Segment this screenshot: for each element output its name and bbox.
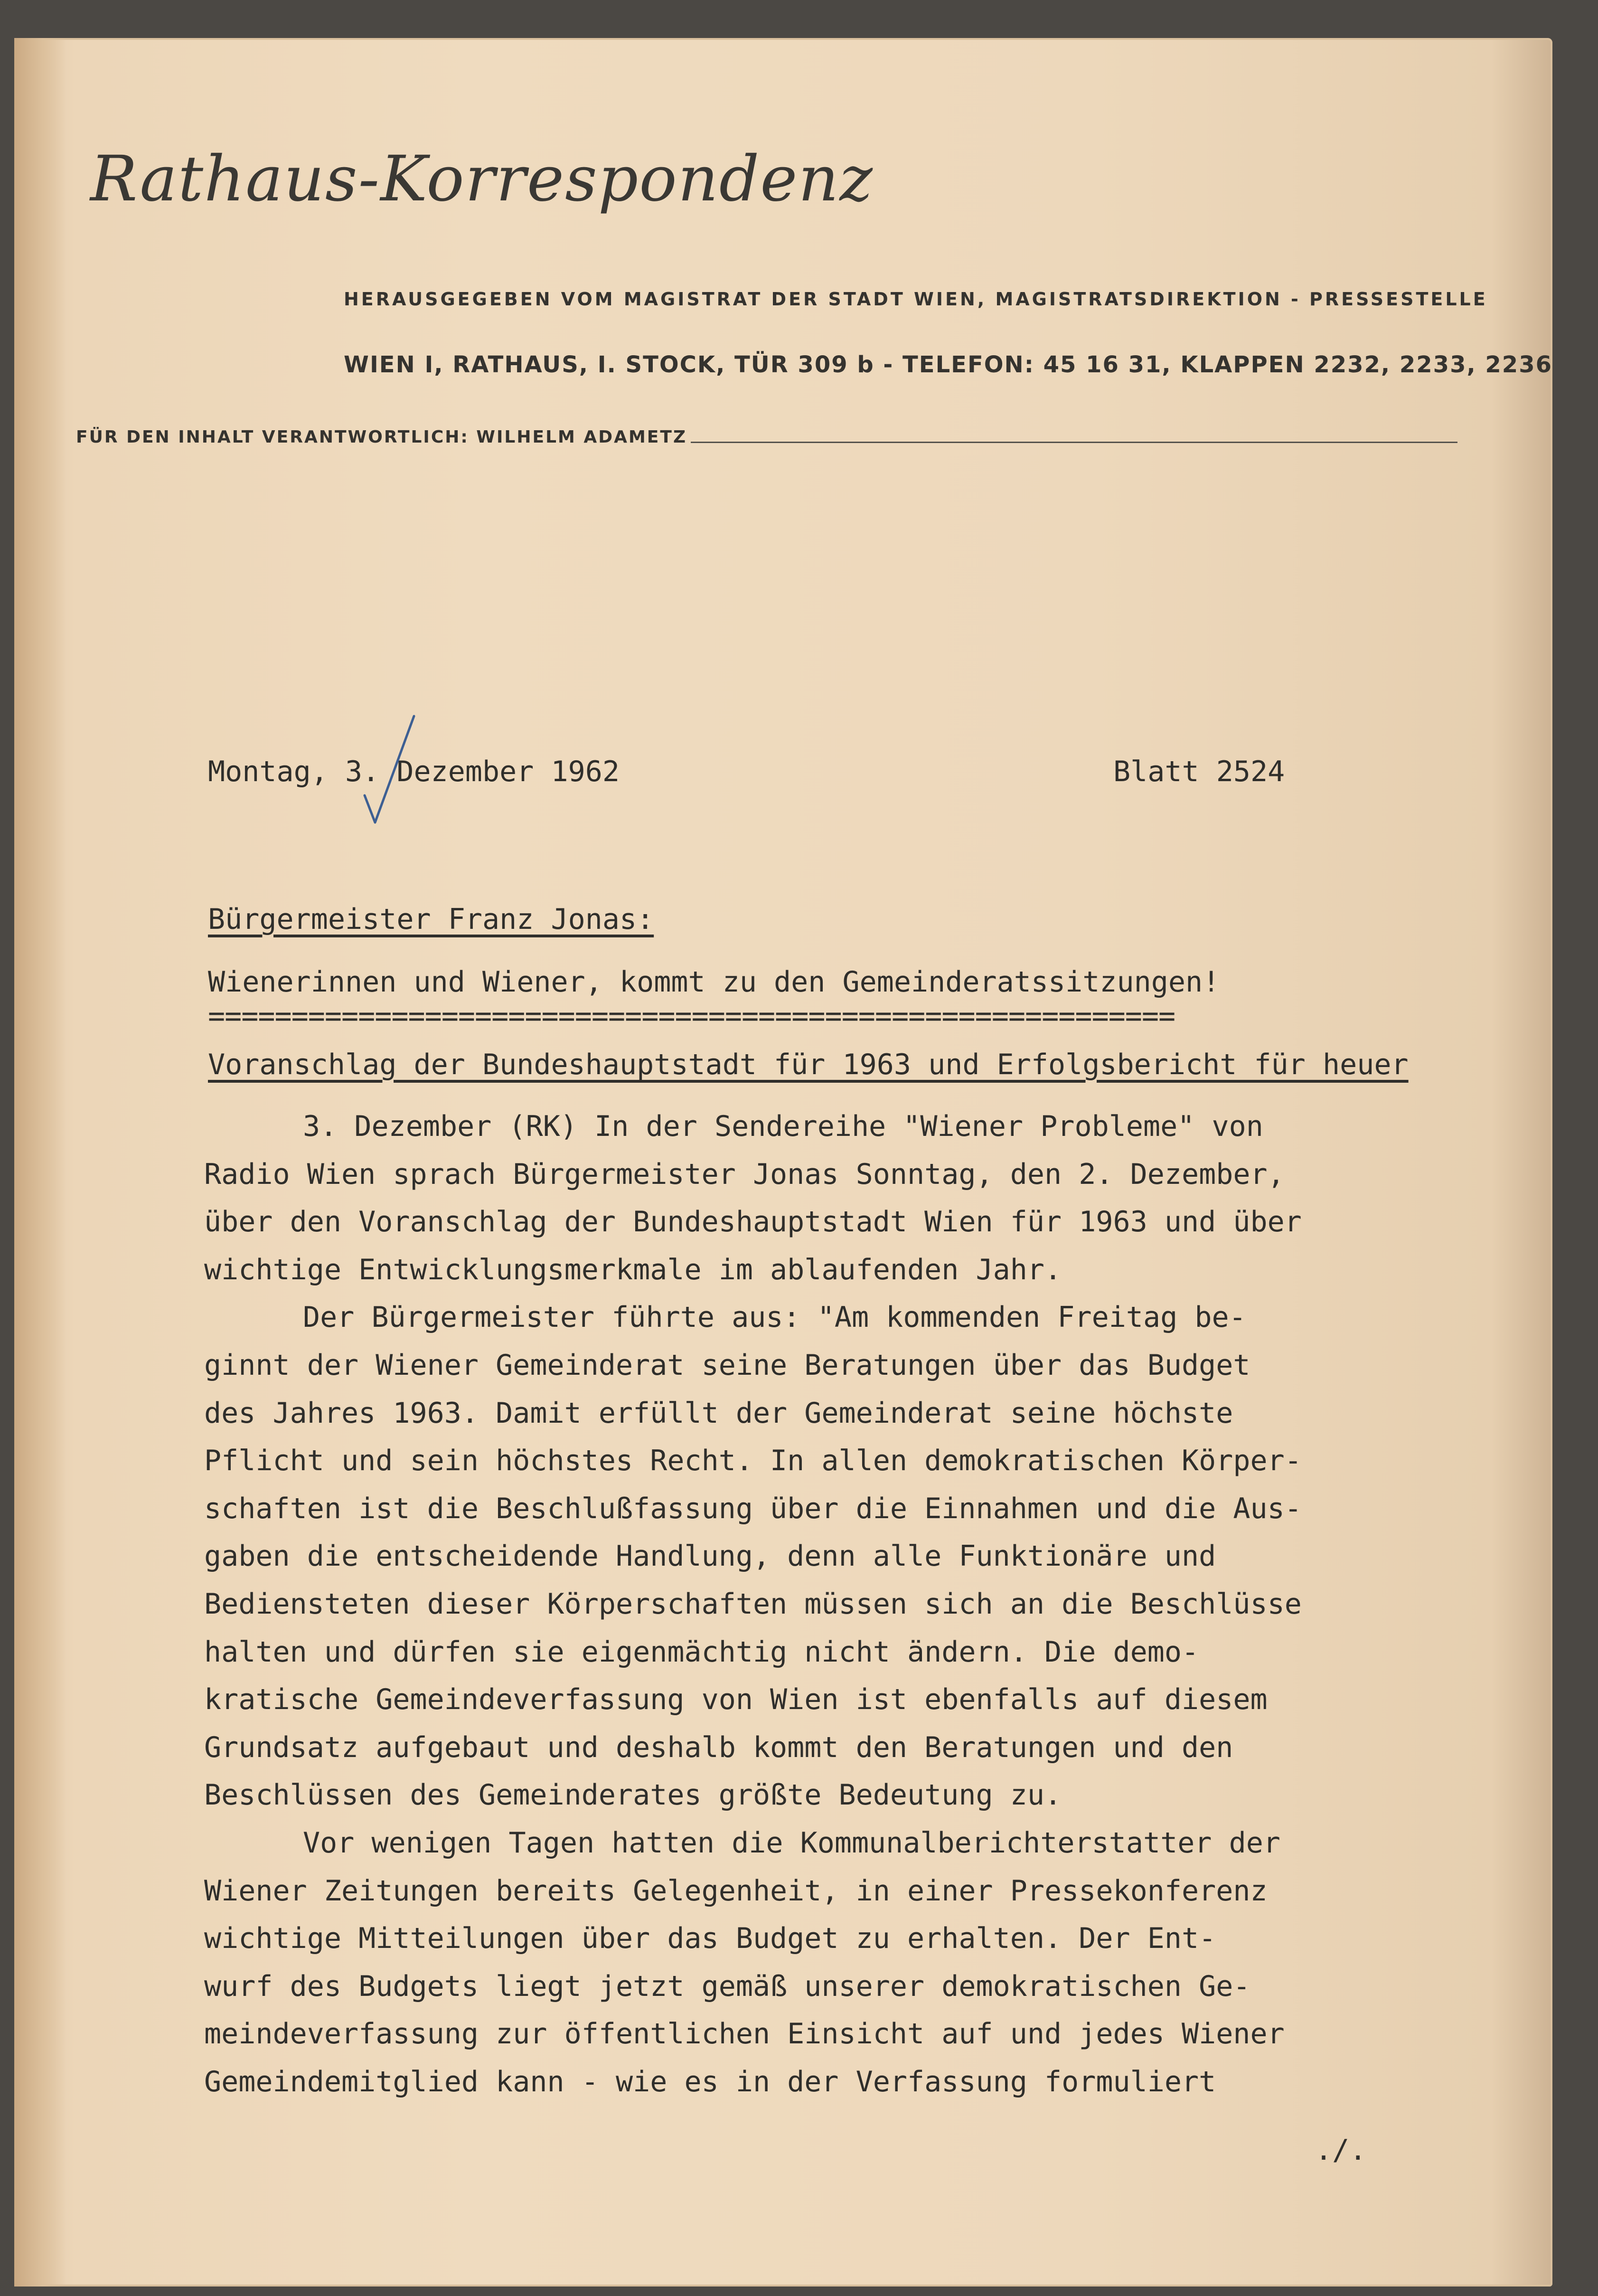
- body-line: kratische Gemeindeverfassung von Wien ist ebenfalls auf diesem: [204, 1683, 1268, 1717]
- masthead-publisher: HERAUSGEGEBEN VOM MAGISTRAT DER STADT WIEN, MAGISTRATSDIREKTION - PRESSESTELLE: [344, 289, 1488, 310]
- body-line: Bediensteten dieser Körperschaften müssen sich an die Beschlüsse: [204, 1587, 1302, 1621]
- issue-date: Montag, 3. Dezember 1962: [208, 755, 620, 788]
- body-line: über den Voranschlag der Bundeshauptstadt Wien für 1963 und über: [204, 1205, 1302, 1239]
- body-line: 3. Dezember (RK) In der Sendereihe "Wiener Probleme" von: [303, 1110, 1263, 1143]
- body-line: Gemeindemitglied kann - wie es in der Verfassung formuliert: [204, 2065, 1216, 2098]
- body-line: des Jahres 1963. Damit erfüllt der Gemeinderat seine höchste: [204, 1396, 1233, 1430]
- body-line: Wiener Zeitungen bereits Gelegenheit, in einer Pressekonferenz: [204, 1874, 1268, 1908]
- body-line: Grundsatz aufgebaut und deshalb kommt den Beratungen und den: [204, 1730, 1233, 1764]
- body-line: Beschlüssen des Gemeinderates größte Bedeutung zu.: [204, 1778, 1062, 1812]
- body-line: Pflicht und sein höchstes Recht. In allen demokratischen Körper-: [204, 1444, 1302, 1478]
- continuation-mark: ./.: [1315, 2134, 1367, 2167]
- responsible-editor: FÜR DEN INHALT VERANTWORTLICH: WILHELM ADAMETZ: [76, 427, 687, 447]
- article-subheadline: Voranschlag der Bundeshauptstadt für 1963 und Erfolgsbericht für heuer: [208, 1048, 1409, 1081]
- document-page: [14, 38, 1552, 2287]
- body-line: wichtige Entwicklungsmerkmale im ablaufenden Jahr.: [204, 1253, 1062, 1286]
- body-line: wichtige Mitteilungen über das Budget zu erhalten. Der Ent-: [204, 1922, 1216, 1956]
- masthead-rule: [691, 442, 1457, 443]
- body-line: Radio Wien sprach Bürgermeister Jonas Sonntag, den 2. Dezember,: [204, 1157, 1285, 1191]
- body-line: halten und dürfen sie eigenmächtig nicht ändern. Die demo-: [204, 1635, 1199, 1669]
- article-body: [204, 1112, 1486, 2115]
- body-line: wurf des Budgets liegt jetzt gemäß unserer demokratischen Ge-: [204, 1969, 1250, 2003]
- body-line: Der Bürgermeister führte aus: "Am kommenden Freitag be-: [303, 1301, 1246, 1334]
- pen-checkmark-icon: [356, 712, 423, 836]
- masthead-address: WIEN I, RATHAUS, I. STOCK, TÜR 309 b - TELEFON: 45 16 31, KLAPPEN 2232, 2233, 2236: [344, 351, 1552, 378]
- body-line: gaben die entscheidende Handlung, denn alle Funktionäre und: [204, 1540, 1216, 1573]
- body-line: schaften ist die Beschlußfassung über die Einnahmen und die Aus-: [204, 1492, 1302, 1525]
- article-speaker: Bürgermeister Franz Jonas:: [208, 903, 654, 936]
- article-headline: Wienerinnen und Wiener, kommt zu den Gemeinderatssitzungen!: [208, 965, 1220, 999]
- headline-double-rule: ==========================================================: [208, 1000, 1175, 1033]
- masthead-title: Rathaus-Korrespondenz: [90, 142, 874, 216]
- body-line: Vor wenigen Tagen hatten die Kommunalberichterstatter der: [303, 1826, 1281, 1860]
- body-line: meindeverfassung zur öffentlichen Einsicht auf und jedes Wiener: [204, 2017, 1285, 2051]
- body-line: ginnt der Wiener Gemeinderat seine Beratungen über das Budget: [204, 1348, 1250, 1382]
- binding-gutter: [14, 38, 66, 2287]
- sheet-number: Blatt 2524: [1113, 755, 1285, 788]
- masthead-responsible-row: [76, 427, 1457, 447]
